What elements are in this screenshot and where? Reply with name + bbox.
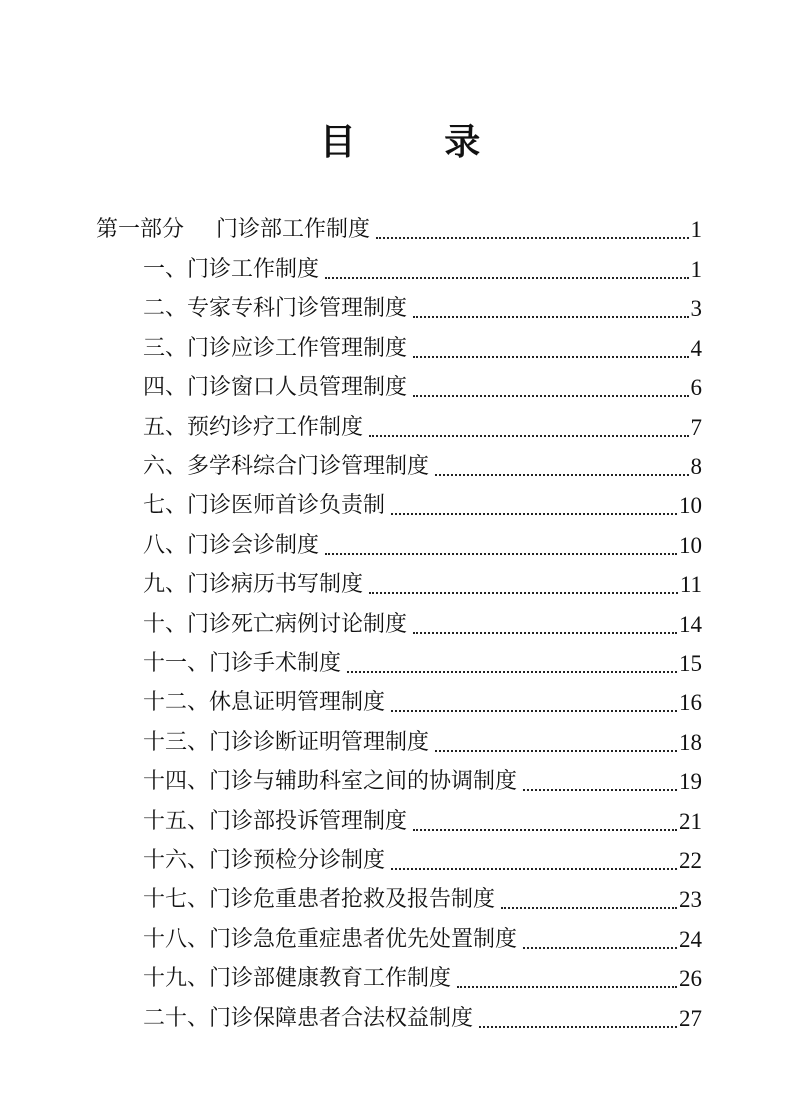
toc-entry-row[interactable]	[143, 362, 702, 402]
toc-entry-label: 四、门诊窗口人员管理制度	[143, 375, 408, 401]
toc-entry-row[interactable]	[143, 756, 702, 796]
toc-entry-label: 十六、门诊预检分诊制度	[143, 848, 386, 873]
toc-page-number: 23	[679, 887, 702, 913]
toc-entry-label: 五、预约诊疗工作制度	[143, 414, 364, 440]
toc-page-number: 15	[679, 651, 702, 676]
toc-entry-row[interactable]	[143, 244, 702, 284]
toc-page-number: 27	[679, 1005, 702, 1031]
toc-entry-row[interactable]	[143, 953, 702, 993]
toc-entry-row[interactable]	[143, 717, 702, 757]
toc-entry-label: 十一、门诊手术制度	[143, 651, 342, 676]
toc-entry-label: 十九、门诊部健康教育工作制度	[143, 966, 452, 992]
toc-page-number: 7	[690, 414, 702, 440]
toc-part-title: 门诊部工作制度	[216, 217, 371, 242]
toc-page-number: 21	[679, 808, 702, 834]
toc-entry-row[interactable]	[143, 993, 702, 1033]
toc-entry-row[interactable]	[143, 441, 702, 481]
toc-page-number: 1	[690, 257, 702, 282]
toc-entry-label: 六、多学科综合门诊管理制度	[143, 454, 430, 479]
toc-leader-dots	[413, 618, 677, 634]
toc-entry-row[interactable]	[143, 520, 702, 560]
toc-part-prefix: 第一部分	[96, 217, 185, 242]
toc-page-number: 3	[690, 296, 702, 322]
toc-entry-label: 三、门诊应诊工作管理制度	[143, 335, 408, 361]
toc-leader-dots	[325, 539, 677, 555]
toc-leader-dots	[413, 342, 688, 358]
toc-entry-row[interactable]	[143, 480, 702, 520]
toc-entry-row[interactable]	[143, 402, 702, 442]
toc-leader-dots	[325, 263, 688, 279]
toc-page-number: 4	[690, 335, 702, 361]
toc-entry-label: 一、门诊工作制度	[143, 257, 320, 282]
toc-entry-row[interactable]	[143, 638, 702, 678]
toc-entry-label: 十七、门诊危重患者抢救及报告制度	[143, 887, 496, 913]
toc-leader-dots	[369, 421, 688, 437]
toc-leader-dots	[391, 854, 677, 870]
toc-page-number: 1	[690, 217, 702, 242]
toc-part-row[interactable]	[96, 204, 702, 244]
toc-entry-label: 十五、门诊部投诉管理制度	[143, 808, 408, 834]
toc-leader-dots	[435, 736, 677, 752]
toc-entry-row[interactable]	[143, 914, 702, 954]
toc-entry-row[interactable]	[143, 599, 702, 639]
toc-page-number: 14	[679, 611, 702, 637]
toc-entry-label: 十二、休息证明管理制度	[143, 690, 386, 716]
toc-leader-dots	[523, 775, 677, 791]
toc-entry-row[interactable]	[143, 874, 702, 914]
toc-entry-label: 二十、门诊保障患者合法权益制度	[143, 1005, 474, 1031]
toc-entry-row[interactable]	[143, 283, 702, 323]
toc-leader-dots	[347, 657, 677, 673]
toc-leader-dots	[413, 302, 688, 318]
toc-leader-dots	[391, 499, 677, 515]
toc-leader-dots	[457, 972, 677, 988]
toc-entry-row[interactable]	[143, 677, 702, 717]
toc-leader-dots	[391, 696, 677, 712]
toc-page-number: 10	[679, 532, 702, 558]
toc-entry-row[interactable]	[143, 559, 702, 599]
toc-entry-row[interactable]	[143, 835, 702, 875]
toc-entry-label: 十八、门诊急危重症患者优先处置制度	[143, 926, 518, 952]
toc-page-number: 22	[679, 848, 702, 873]
toc-leader-dots	[501, 893, 677, 909]
toc-leader-dots	[413, 815, 677, 831]
toc-leader-dots	[479, 1012, 677, 1028]
toc-page-number: 16	[679, 690, 702, 716]
toc-entry-row[interactable]	[143, 796, 702, 836]
toc-page-number: 18	[679, 729, 702, 755]
toc-leader-dots	[435, 460, 688, 476]
toc-leader-dots	[376, 223, 688, 239]
toc-entry-label: 二、专家专科门诊管理制度	[143, 296, 408, 322]
page-title: 目 录	[319, 122, 519, 163]
toc-entry-label: 九、门诊病历书写制度	[143, 572, 364, 598]
toc-entry-label: 十三、门诊诊断证明管理制度	[143, 729, 430, 755]
toc-page-number: 6	[690, 375, 702, 401]
toc-part-label	[96, 216, 370, 244]
toc-entry-label: 七、门诊医师首诊负责制	[143, 493, 386, 519]
toc-leader-dots	[523, 933, 677, 949]
toc-page-number: 19	[679, 769, 702, 795]
toc-entry-label: 十、门诊死亡病例讨论制度	[143, 611, 408, 637]
toc-page-number: 8	[690, 454, 702, 479]
toc-page-number: 11	[679, 572, 702, 598]
toc-entry-label: 十四、门诊与辅助科室之间的协调制度	[143, 769, 518, 795]
toc-leader-dots	[413, 381, 688, 397]
toc-page-number: 10	[679, 493, 702, 519]
toc-page-number: 24	[679, 926, 702, 952]
toc-entry-label: 八、门诊会诊制度	[143, 532, 320, 558]
toc-entry-row[interactable]	[143, 323, 702, 363]
toc-leader-dots	[369, 578, 678, 594]
toc-page-number: 26	[679, 966, 702, 992]
